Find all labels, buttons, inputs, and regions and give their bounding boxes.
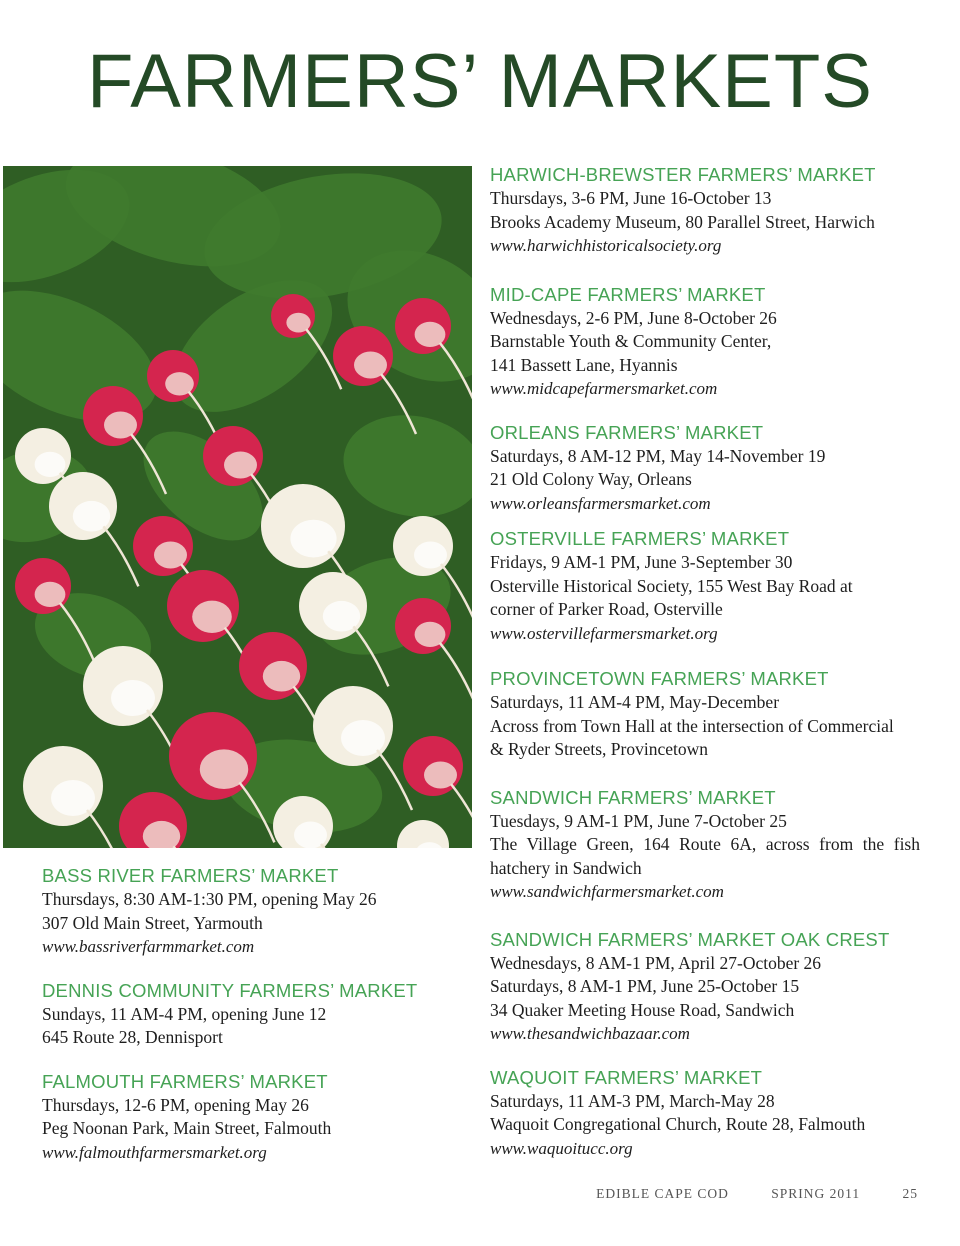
market-address: 307 Old Main Street, Yarmouth xyxy=(42,912,263,933)
market-schedule: Saturdays, 8 AM-12 PM, May 14-November 19 xyxy=(490,445,826,466)
market-schedule: Thursdays, 8:30 AM-1:30 PM, opening May 26 xyxy=(42,889,377,909)
market-name: HARWICH-BREWSTER FARMERS’ MARKET xyxy=(490,164,876,185)
footer-publication: EDIBLE CAPE COD xyxy=(596,1186,729,1201)
market-address-2: hatchery in Sandwich xyxy=(490,857,642,878)
market-address: Barnstable Youth & Community Center, xyxy=(490,331,772,351)
market-address: 21 Old Colony Way, Orleans xyxy=(490,469,692,489)
market-provincetown xyxy=(490,667,920,762)
market-address: 34 Quaker Meeting House Road, Sandwich xyxy=(490,999,795,1020)
market-schedule: Saturdays, 11 AM-4 PM, May-December xyxy=(490,692,780,712)
market-url[interactable]: www.thesandwichbazaar.com xyxy=(490,1024,690,1043)
radish-bunch-photo xyxy=(3,166,472,848)
market-url[interactable]: www.harwichhistoricalsociety.org xyxy=(490,236,722,255)
market-sandwich-oak-crest xyxy=(490,928,920,1046)
market-address: Peg Noonan Park, Main Street, Falmouth xyxy=(42,1118,332,1138)
market-address: Brooks Academy Museum, 80 Parallel Street, Harwich xyxy=(490,211,875,232)
market-name: BASS RIVER FARMERS’ MARKET xyxy=(42,865,339,886)
market-bass-river xyxy=(42,864,472,959)
page-title: FARMERS’ MARKETS xyxy=(87,39,873,124)
market-falmouth xyxy=(42,1070,472,1165)
market-sandwich xyxy=(490,786,920,904)
market-url[interactable]: www.waquoitucc.org xyxy=(490,1138,633,1158)
market-name: SANDWICH FARMERS’ MARKET xyxy=(490,786,776,808)
market-name: SANDWICH FARMERS’ MARKET OAK CREST xyxy=(490,928,890,950)
market-harwich-brewster xyxy=(490,163,920,258)
market-address: Waquoit Congregational Church, Route 28, Falmouth xyxy=(490,1114,866,1134)
market-address: The Village Green, 164 Route 6A, across from the fish xyxy=(490,834,920,854)
radish-photo xyxy=(3,166,472,848)
market-name: FALMOUTH FARMERS’ MARKET xyxy=(42,1070,328,1092)
right-column-markets xyxy=(490,163,920,1160)
market-address: Across from Town Hall at the intersection of Commercial xyxy=(490,715,894,736)
market-address-2: corner of Parker Road, Osterville xyxy=(490,599,723,619)
market-address: 645 Route 28, Dennisport xyxy=(42,1027,223,1047)
market-url[interactable]: www.midcapefarmersmarket.com xyxy=(490,379,718,398)
market-dennis xyxy=(42,979,472,1050)
market-schedule: Tuesdays, 9 AM-1 PM, June 7-October 25 xyxy=(490,810,787,831)
market-osterville xyxy=(490,527,920,645)
market-name: PROVINCETOWN FARMERS’ MARKET xyxy=(490,668,829,689)
market-name: OSTERVILLE FARMERS’ MARKET xyxy=(490,528,790,549)
market-url[interactable]: www.falmouthfarmersmarket.org xyxy=(42,1142,267,1162)
left-column-markets xyxy=(42,864,472,1164)
market-url[interactable]: www.sandwichfarmersmarket.com xyxy=(490,882,724,901)
market-name: ORLEANS FARMERS’ MARKET xyxy=(490,421,764,443)
market-schedule: Wednesdays, 2-6 PM, June 8-October 26 xyxy=(490,307,777,328)
market-name: WAQUOIT FARMERS’ MARKET xyxy=(490,1066,763,1088)
market-name: DENNIS COMMUNITY FARMERS’ MARKET xyxy=(42,979,418,1001)
footer-page-number: 25 xyxy=(902,1186,918,1201)
market-schedule: Sundays, 11 AM-4 PM, opening June 12 xyxy=(42,1003,327,1024)
market-url[interactable]: www.ostervillefarmersmarket.org xyxy=(490,623,718,643)
market-schedule: Thursdays, 3-6 PM, June 16-October 13 xyxy=(490,188,772,208)
market-schedule: Fridays, 9 AM-1 PM, June 3-September 30 xyxy=(490,552,793,572)
footer-issue: SPRING 2011 xyxy=(771,1186,861,1201)
market-address: Osterville Historical Society, 155 West Bay Road at xyxy=(490,575,853,596)
market-orleans xyxy=(490,421,920,516)
market-mid-cape xyxy=(490,283,920,401)
page-footer xyxy=(558,1186,918,1202)
market-waquoit xyxy=(490,1066,920,1161)
market-schedule-2: Saturdays, 8 AM-1 PM, June 25-October 15 xyxy=(490,976,800,996)
market-schedule: Thursdays, 12-6 PM, opening May 26 xyxy=(42,1094,309,1115)
market-address-2: 141 Bassett Lane, Hyannis xyxy=(490,354,678,375)
market-schedule: Saturdays, 11 AM-3 PM, March-May 28 xyxy=(490,1090,775,1111)
market-address-2: & Ryder Streets, Provincetown xyxy=(490,739,709,759)
market-url[interactable]: www.bassriverfarmmarket.com xyxy=(42,937,255,956)
market-url[interactable]: www.orleansfarmersmarket.com xyxy=(490,493,711,513)
market-name: MID-CAPE FARMERS’ MARKET xyxy=(490,283,766,305)
market-schedule: Wednesdays, 8 AM-1 PM, April 27-October 26 xyxy=(490,952,822,973)
